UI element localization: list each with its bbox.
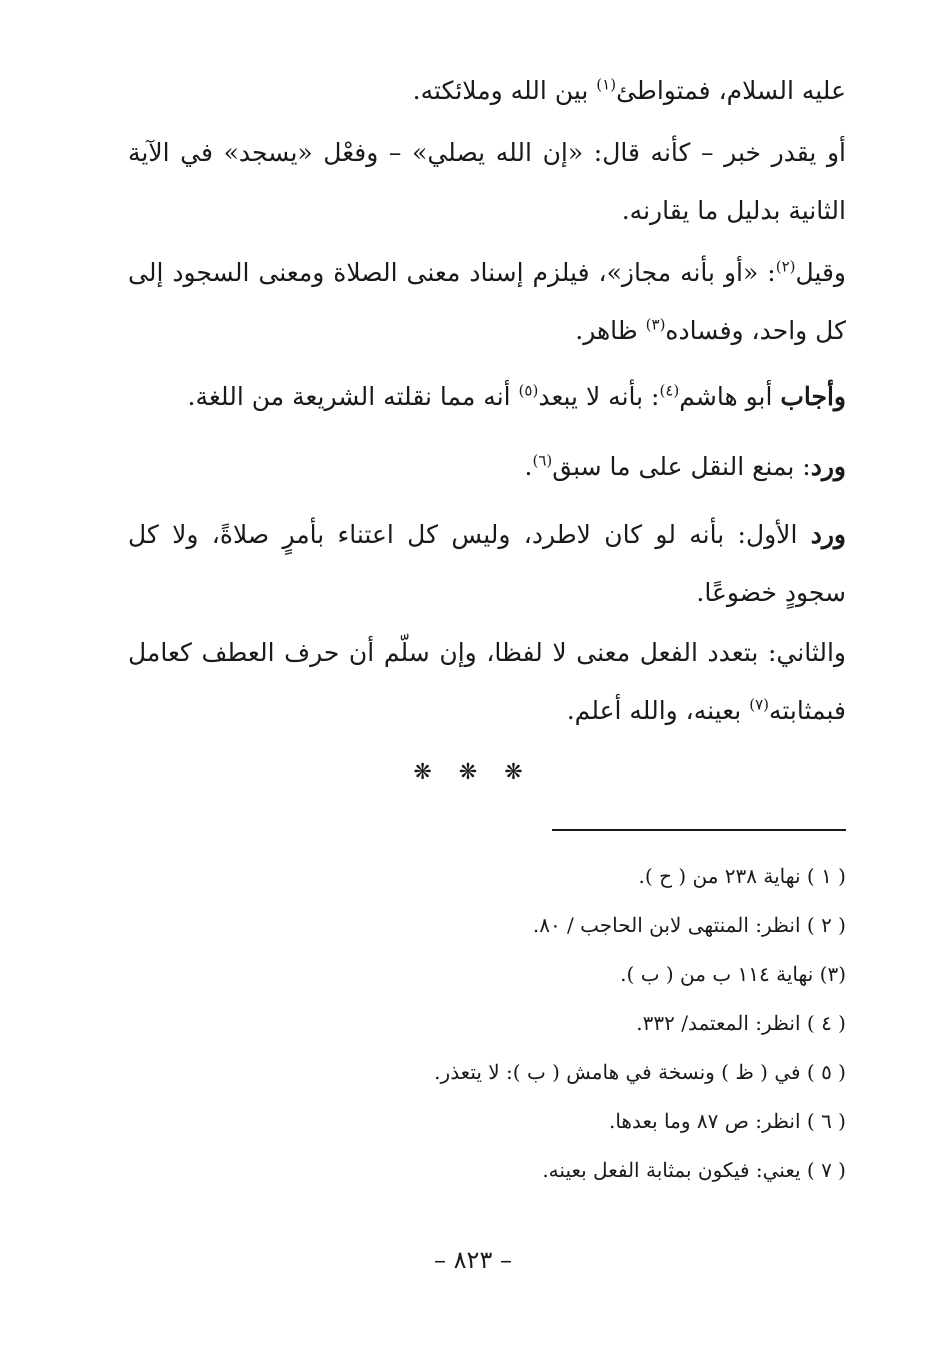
paragraph-5-text-a: : بمنع النقل على ما سبق (552, 452, 811, 481)
paragraph-4-text-a: أبو هاشم (679, 382, 781, 411)
paragraph-3-text-b: : «أو بأنه مجاز»، فيلزم إسناد معنى الصلاة ومعنى السجود إلى كل واحد، وفساده (128, 258, 846, 345)
paragraph-7-text-b: بعينه، والله أعلم. (566, 696, 750, 725)
section-separator: ❋ ❋ ❋ (413, 760, 533, 785)
paragraph-6 (128, 506, 846, 622)
footnote-ref-5: (٥) (518, 381, 539, 400)
footnote-5: ( ٥ ) في ( ظ ) ونسخة في هامش ( ب ): لا يتعذر. (434, 1060, 846, 1084)
paragraph-4 (128, 368, 846, 426)
paragraph-6-bold: ورد (810, 520, 846, 549)
footnote-ref-4: (٤) (659, 381, 680, 400)
main-text-5 (128, 438, 846, 496)
paragraph-3-text-c: ظاهر. (575, 316, 646, 345)
paragraph-2-text: أو يقدر خبر – كأنه قال: «إن الله يصلي» – وفعْل «يسجد» في الآية الثانية بدليل ما يقارنه. (128, 138, 846, 225)
paragraph-6-text: الأول: بأنه لو كان لاطرد، وليس كل اعتناء بأمرٍ صلاةً، ولا كل سجودٍ خضوعًا. (128, 520, 846, 607)
paragraph-3-text-a: وقيل (795, 258, 846, 287)
paragraph-4-text-c: أنه مما نقلته الشريعة من اللغة. (187, 382, 519, 411)
footnote-ref-1: (١) (596, 75, 617, 94)
footnote-ref-3: (٣) (645, 315, 666, 334)
main-text (128, 62, 846, 120)
paragraph-5-text-b: . (524, 452, 533, 481)
paragraph-3 (128, 244, 846, 360)
footnote-ref-6: (٦) (532, 451, 553, 470)
paragraph-1-text-b: بين الله وملائكته. (412, 76, 597, 105)
footnote-7: ( ٧ ) يعني: فيكون بمثابة الفعل بعينه. (542, 1158, 846, 1182)
main-text-4 (128, 368, 846, 426)
footnote-4: ( ٤ ) انظر: المعتمد/ ٣٣٢. (636, 1011, 846, 1035)
paragraph-7-text-a: والثاني: بتعدد الفعل معنى لا لفظا، وإن سلّم أن حرف العطف كعامل فبمثابته (128, 638, 846, 725)
paragraph-1-text-a: عليه السلام، فمتواطئ (616, 76, 846, 105)
paragraph-1 (128, 62, 846, 120)
paragraph-4-bold: وأجاب (780, 382, 846, 411)
footnote-1: ( ١ ) نهاية ٢٣٨ من ( ح ). (638, 864, 846, 888)
footnote-divider (552, 829, 846, 831)
footnote-3: (٣) نهاية ١١٤ ب من ( ب ). (620, 962, 846, 986)
paragraph-7 (128, 624, 846, 740)
footnote-ref-2: (٢) (775, 257, 796, 276)
paragraph-5 (128, 438, 846, 496)
page-number: – ٨٢٣ – (434, 1246, 512, 1274)
footnotes (300, 852, 846, 1195)
main-text-7 (128, 624, 846, 740)
main-text-2 (128, 124, 846, 240)
footnote-2: ( ٢ ) انظر: المنتهى لابن الحاجب / ٨٠. (532, 913, 846, 937)
paragraph-5-bold: ورد (810, 452, 846, 481)
footnote-ref-7: (٧) (749, 695, 769, 714)
paragraph-4-text-b: : بأنه لا يبعد (538, 382, 660, 411)
footnote-6: ( ٦ ) انظر: ص ٨٧ وما بعدها. (608, 1109, 846, 1133)
paragraph-2 (128, 124, 846, 240)
main-text-3 (128, 244, 846, 360)
main-text-6 (128, 506, 846, 622)
